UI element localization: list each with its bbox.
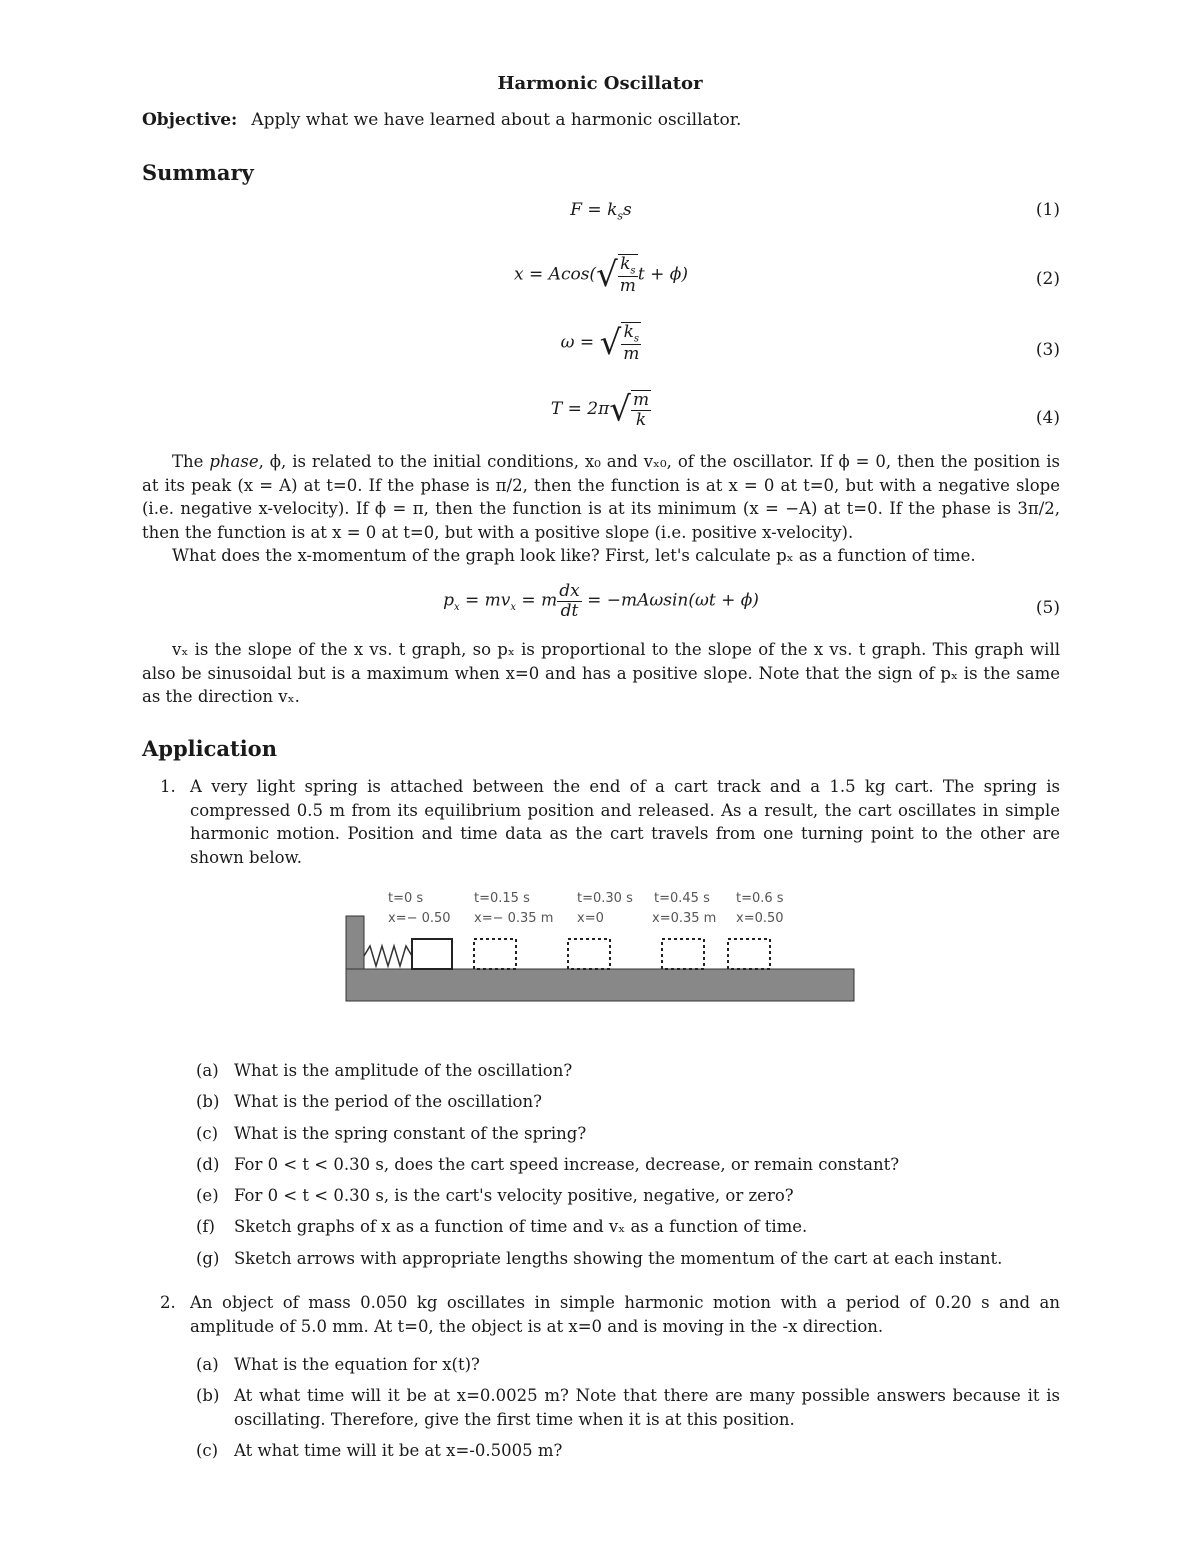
question-1c: (c) What is the spring constant of the spring? [196, 1124, 587, 1143]
problem-1: 1. A very light spring is attached between the end of a cart track and a 1.5 kg cart. The spring is compressed 0.5 m from its equilibrium position and released. As a result, the cart oscillates in simple harmonic motion. Position and time data as the cart travels from one turning point to the other are shown below. [160, 777, 1060, 867]
page-title: Harmonic Oscillator [497, 73, 703, 94]
figure-time-label: t=0.45 s [654, 891, 710, 906]
momentum-paragraph: What does the x-momentum of the graph look like? First, let's calculate pₓ as a function of time. [172, 546, 976, 565]
problem-2: 2. An object of mass 0.050 kg oscillates in simple harmonic motion with a period of 0.20 s and an amplitude of 5.0 mm. At t=0, the object is at x=0 and is moving in the -x direction. [160, 1293, 1060, 1336]
figure-time-label: t=0.15 s [474, 891, 530, 906]
wall [346, 916, 364, 970]
summary-heading: Summary [142, 160, 254, 185]
equation-number: (3) [1035, 340, 1060, 360]
figure-time-label: t=0.6 s [736, 891, 784, 906]
equation-number: (2) [1035, 269, 1060, 289]
spring [364, 946, 412, 966]
cart-ghost [728, 939, 770, 969]
question-1e: (e) For 0 < t < 0.30 s, is the cart's velocity positive, negative, or zero? [196, 1186, 794, 1205]
equation-5: $p_x = mv_x = m$ $\frac{dx}{dt}$ = −mAωsin(ωt + ϕ) (5) [443, 581, 1060, 621]
equation-4: T = 2π√ $\frac{m}{k}$ (4) [550, 389, 1060, 430]
application-heading: Application [142, 736, 277, 761]
figure-time-label: t=0.30 s [577, 891, 633, 906]
equation-number: (5) [1035, 598, 1060, 618]
equation-2: x = Acos(√ $\frac{k_s}{m}$ t + ϕ) (2) [514, 254, 1060, 297]
figure-position-label: x=− 0.35 m [474, 911, 554, 926]
equation-number: (1) [1035, 200, 1060, 220]
figure-position-label: x=0 [577, 911, 604, 926]
question-1g: (g) Sketch arrows with appropriate lengths showing the momentum of the cart at each instant. [196, 1249, 1003, 1268]
figure-position-label: x=− 0.50 [388, 911, 451, 926]
cart-ghost [662, 939, 704, 969]
objective-text: Apply what we have learned about a harmonic oscillator. [251, 110, 742, 130]
phase-paragraph: The phase, ϕ, is related to the initial conditions, x₀ and vₓ₀, of the oscillator. If ϕ = 0, then the position is at its peak (x = A) at t=0. If the phase is π/2, then the function is at x = 0 at t=0, but with a negative slope (i.e. negative x-velocity). If ϕ = π, then the function is at its minimum (x = −A) at t=0. If the phase is 3π/2, then the function is at x = 0 at t=0, but with a positive slope (i.e. positive x-velocity). [142, 452, 1060, 542]
question-1b: (b) What is the period of the oscillation? [196, 1092, 542, 1111]
question-2b: (b) At what time will it be at x=0.0025 m? Note that there are many possible answers because it is oscillating. Therefore, give the first time when it is at this position. [196, 1386, 1060, 1429]
figure-position-label: x=0.50 [736, 911, 784, 926]
objective-label: Objective: [142, 110, 238, 130]
equation-number: (4) [1035, 408, 1060, 428]
question-2a: (a) What is the equation for x(t)? [196, 1355, 480, 1374]
question-2c: (c) At what time will it be at x=-0.5005 m? [196, 1441, 563, 1460]
cart-spring-figure [340, 880, 860, 1010]
cart [412, 939, 452, 969]
question-1d: (d) For 0 < t < 0.30 s, does the cart speed increase, decrease, or remain constant? [196, 1155, 900, 1174]
question-1a: (a) What is the amplitude of the oscillation? [196, 1061, 573, 1080]
cart-track [346, 969, 854, 1001]
cart-ghost [474, 939, 516, 969]
equation-3: ω = √ $\frac{k_s}{m}$ (3) [560, 322, 1060, 365]
cart-ghost [568, 939, 610, 969]
figure-time-label: t=0 s [388, 891, 424, 906]
question-1f: (f) Sketch graphs of x as a function of time and vₓ as a function of time. [196, 1217, 808, 1236]
equation-1: $F = k_ss$ (1) [570, 200, 1060, 223]
slope-paragraph: vₓ is the slope of the x vs. t graph, so pₓ is proportional to the slope of the x vs. t graph. This graph will also be sinusoidal but is a maximum when x=0 and has a positive slope. Note that the sign of pₓ is the same as the direction vₓ. [142, 640, 1060, 706]
figure-position-label: x=0.35 m [652, 911, 717, 926]
objective [142, 110, 741, 130]
